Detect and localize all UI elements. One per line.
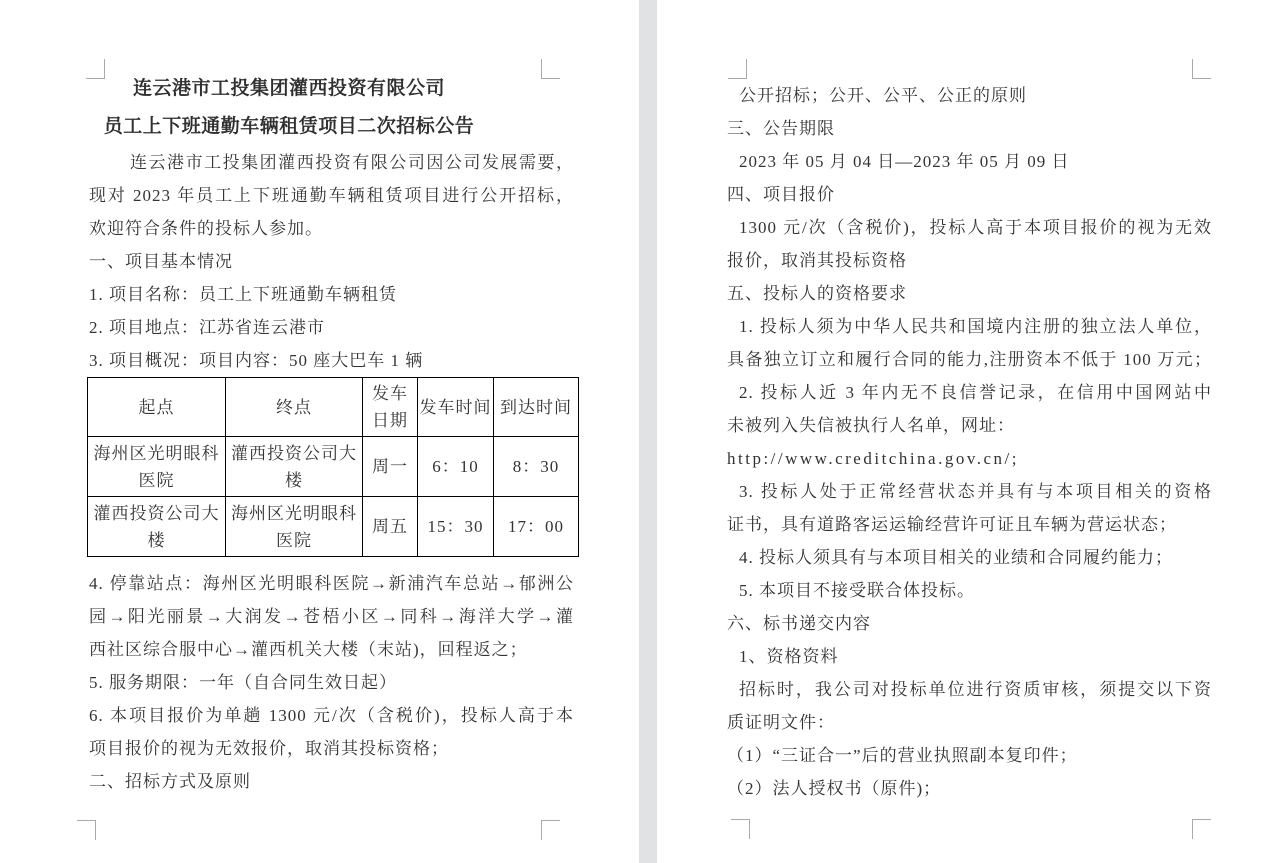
table-row	[88, 497, 579, 557]
table-cell: 15：30	[418, 497, 494, 557]
table-header-cell: 发车时间	[418, 378, 494, 437]
table-cell: 海州区光明眼科医院	[226, 497, 363, 557]
table-cell: 灌西投资公司大楼	[226, 437, 363, 497]
paragraph-line: 1. 投标人须为中华人民共和国境内注册的独立法人单位，	[739, 317, 1212, 336]
page-1	[0, 0, 639, 863]
website-url: http://www.creditchina.gov.cn/;	[727, 449, 1019, 468]
paragraph-line: 园→阳光丽景→大润发→苍梧小区→同科→海洋大学→灌	[89, 607, 574, 626]
table-header-row	[88, 378, 579, 437]
paragraph-line: 未被列入失信被执行人名单，网址：	[727, 416, 1015, 435]
paragraph-line: 5. 服务期限：一年（自合同生效日起）	[89, 673, 397, 692]
table-header-cell: 发车日期	[363, 378, 418, 437]
page2-text-column	[727, 79, 1212, 805]
paragraph-line: 西社区综合服中心→灌西机关大楼（末站)，回程返之；	[89, 640, 528, 659]
paragraph-line: 项目报价的视为无效报价，取消其投标资格；	[89, 739, 449, 758]
crop-mark-top-right-icon	[1192, 59, 1211, 79]
table-header-cell: 起点	[88, 378, 226, 437]
table-header-cell: 到达时间	[494, 378, 579, 437]
paragraph-line: 证书，具有道路客运运输经营许可证且车辆为营运状态；	[727, 515, 1177, 534]
paragraph-line: 3. 投标人处于正常经营状态并具有与本项目相关的资格	[739, 482, 1212, 501]
paragraph-line: 2. 项目地点：江苏省连云港市	[89, 318, 325, 337]
paragraph-line: 1. 项目名称：员工上下班通勤车辆租赁	[89, 285, 397, 304]
crop-mark-bottom-right-icon	[541, 820, 560, 840]
crop-mark-bottom-right-icon	[1192, 819, 1211, 839]
section-heading: 六、标书递交内容	[727, 614, 871, 633]
paragraph-line: 4. 停靠站点：海州区光明眼科医院→新浦汽车总站→郁洲公	[89, 574, 574, 593]
paragraph-line: 6. 本项目报价为单趟 1300 元/次（含税价)，投标人高于本	[89, 706, 574, 725]
table-cell: 17：00	[494, 497, 579, 557]
section-heading: 二、招标方式及原则	[89, 772, 251, 791]
paragraph-line: 2023 年 05 月 04 日—2023 年 05 月 09 日	[739, 152, 1070, 171]
paragraph-line: （2）法人授权书（原件)；	[727, 779, 942, 798]
paragraph-line: 现对 2023 年员工上下班通勤车辆租赁项目进行公开招标，	[89, 186, 574, 205]
crop-mark-bottom-left-icon	[77, 820, 96, 840]
paragraph-line: 公开招标；公开、公平、公正的原则	[739, 86, 1027, 105]
table-cell: 6：10	[418, 437, 494, 497]
table-cell: 8：30	[494, 437, 579, 497]
section-heading: 五、投标人的资格要求	[727, 284, 907, 303]
document-title-line2: 员工上下班通勤车辆租赁项目二次招标公告	[103, 116, 475, 137]
section-heading: 三、公告期限	[727, 119, 835, 138]
paragraph-line: 3. 项目概况：项目内容：50 座大巴车 1 辆	[89, 351, 424, 370]
section-heading: 四、项目报价	[727, 185, 835, 204]
document-title-line1: 连云港市工投集团灌西投资有限公司	[132, 78, 445, 99]
paragraph-line: 招标时，我公司对投标单位进行资质审核，须提交以下资	[739, 680, 1212, 699]
paragraph-line: 1300 元/次（含税价)，投标人高于本项目报价的视为无效	[739, 218, 1212, 237]
paragraph-line: 质证明文件：	[727, 713, 835, 732]
paragraph-line: 连云港市工投集团灌西投资有限公司因公司发展需要，	[130, 153, 574, 172]
paragraph-line: 欢迎符合条件的投标人参加。	[89, 219, 323, 238]
table-cell: 海州区光明眼科医院	[88, 437, 226, 497]
schedule-table	[87, 377, 579, 557]
paragraph-line: 2. 投标人近 3 年内无不良信誉记录，在信用中国网站中	[739, 383, 1212, 402]
paragraph-line: 报价，取消其投标资格	[727, 251, 907, 270]
paragraph-line: （1）“三证合一”后的营业执照副本复印件；	[727, 746, 1078, 765]
table-cell: 周五	[363, 497, 418, 557]
crop-mark-bottom-left-icon	[731, 819, 750, 839]
table-cell: 灌西投资公司大楼	[88, 497, 226, 557]
table-header-cell: 终点	[226, 378, 363, 437]
paragraph-line: 具备独立订立和履行合同的能力,注册资本不低于 100 万元；	[727, 350, 1212, 369]
crop-mark-top-left-icon	[728, 59, 747, 79]
page-2	[657, 0, 1288, 863]
table-cell: 周一	[363, 437, 418, 497]
paragraph-line: 4. 投标人须具有与本项目相关的业绩和合同履约能力；	[739, 548, 1173, 567]
paragraph-line: 1、资格资料	[739, 647, 839, 666]
page1-text-column	[89, 70, 574, 798]
section-heading: 一、项目基本情况	[89, 252, 233, 271]
table-row	[88, 437, 579, 497]
page-gap	[639, 0, 657, 863]
paragraph-line: 5. 本项目不接受联合体投标。	[739, 581, 975, 600]
